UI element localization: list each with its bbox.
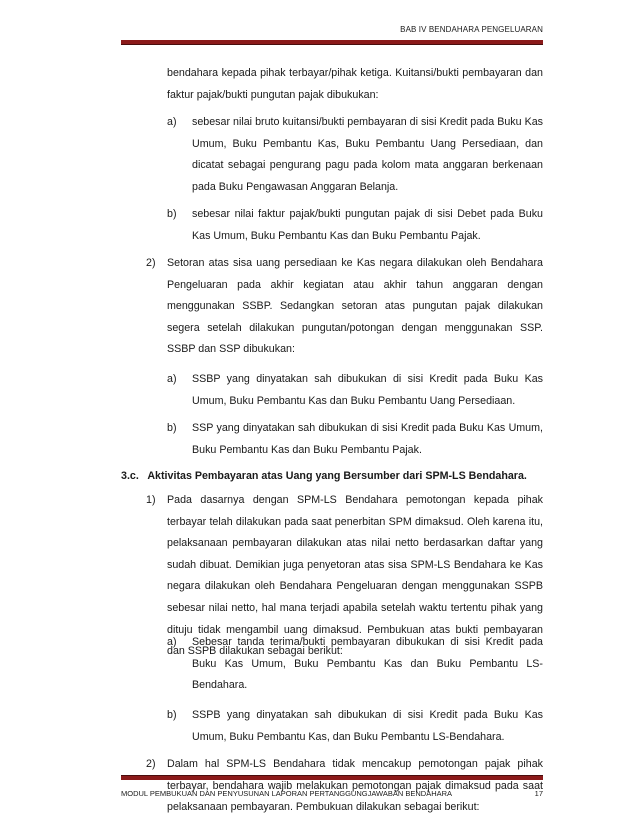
list-item: SSPB yang dinyatakan sah dibukukan di sisi Kredit pada Buku Kas Umum, Buku Pembantu Kas, dan Buku Pembantu LS-Bendahara. [192,709,543,743]
list-marker: b) [167,422,177,434]
list-item: Pada dasarnya dengan SPM-LS Bendahara pemotongan kepada pihak terbayar telah dilakukan pada saat penerbitan SPM dimaksud. Oleh karena itu, pelaksanaan pembayaran dilakukan atas nilai netto berdasarkan daftar yang sudah dibuat. Demikian juga penyetoran atas sisa SPM-LS Bendahara ke Kas negara dilakukan oleh Bendahara Pengeluaran dengan menggunakan SSPB sebesar nilai netto, hal mana terjadi apabila setelah waktu tertentu pihak yang dituju tidak mengambil uang dimaksud. Pembukuan atas bukti pembayaran dan SSPB dilakukan sebagai berikut: [167,494,543,658]
list-item: Dalam hal SPM-LS Bendahara tidak mencakup pemotongan pajak pihak terbayar, bendahara wajib melakukan pemotongan pajak dimaksud pada saat pelaksanaan pembayaran. Pembukuan dilakukan sebagai berikut: [167,758,543,814]
intro-paragraph: bendahara kepada pihak terbayar/pihak ketiga. Kuitansi/bukti pembayaran dan faktur pajak/bukti pungutan pajak dibukukan: [167,67,543,101]
list-item: sebesar nilai faktur pajak/bukti pungutan pajak di sisi Debet pada Buku Kas Umum, Buku Pembantu Kas dan Buku Pembantu Pajak. [192,208,543,242]
list-marker: a) [167,636,177,648]
list-item: sebesar nilai bruto kuitansi/bukti pembayaran di sisi Kredit pada Buku Kas Umum, Buku Pembantu Kas, Buku Pembantu Uang Persediaan, dan dicatat sebagai pengurang pagu pada kolom mata anggaran berkenaan pada Buku Pengawasan Anggaran Belanja. [192,116,543,193]
list-marker: b) [167,208,177,220]
footer-rule [121,775,543,780]
list-item: SSBP yang dinyatakan sah dibukukan di sisi Kredit pada Buku Kas Umum, Buku Pembantu Kas dan Buku Pembantu Uang Persediaan. [192,373,543,407]
section-heading: 3.c. Aktivitas Pembayaran atas Uang yang Bersumber dari SPM-LS Bendahara. [121,470,527,482]
list-marker: a) [167,373,177,385]
list-marker: 1) [146,494,156,506]
header-rule [121,40,543,45]
list-marker: a) [167,116,177,128]
list-marker: 2) [146,758,156,770]
running-footer: MODUL PEMBUKUAN DAN PENYUSUNAN LAPORAN PERTANGGUNGJAWABAN BENDAHARA [121,789,453,798]
running-header: BAB IV BENDAHARA PENGELUARAN [400,25,543,34]
list-item: SSP yang dinyatakan sah dibukukan di sisi Kredit pada Buku Kas Umum, Buku Pembantu Kas dan Buku Pembantu Pajak. [192,422,543,456]
list-marker: b) [167,709,177,721]
page-number: 17 [534,789,543,798]
list-marker: 2) [146,257,156,269]
list-item: Sebesar tanda terima/bukti pembayaran dibukukan di sisi Kredit pada Buku Kas Umum, Buku Pembantu Kas dan Buku Pembantu LS-Bendahara. [192,636,543,692]
list-item: Setoran atas sisa uang persediaan ke Kas negara dilakukan oleh Bendahara Pengeluaran pada akhir kegiatan atau akhir tahun anggaran dengan menggunakan SSBP. Sedangkan setoran atas pungutan pajak dilakukan segera setelah dilakukan pungutan/potongan dengan menggunakan SSP. SSBP dan SSP dibukukan: [167,257,543,356]
